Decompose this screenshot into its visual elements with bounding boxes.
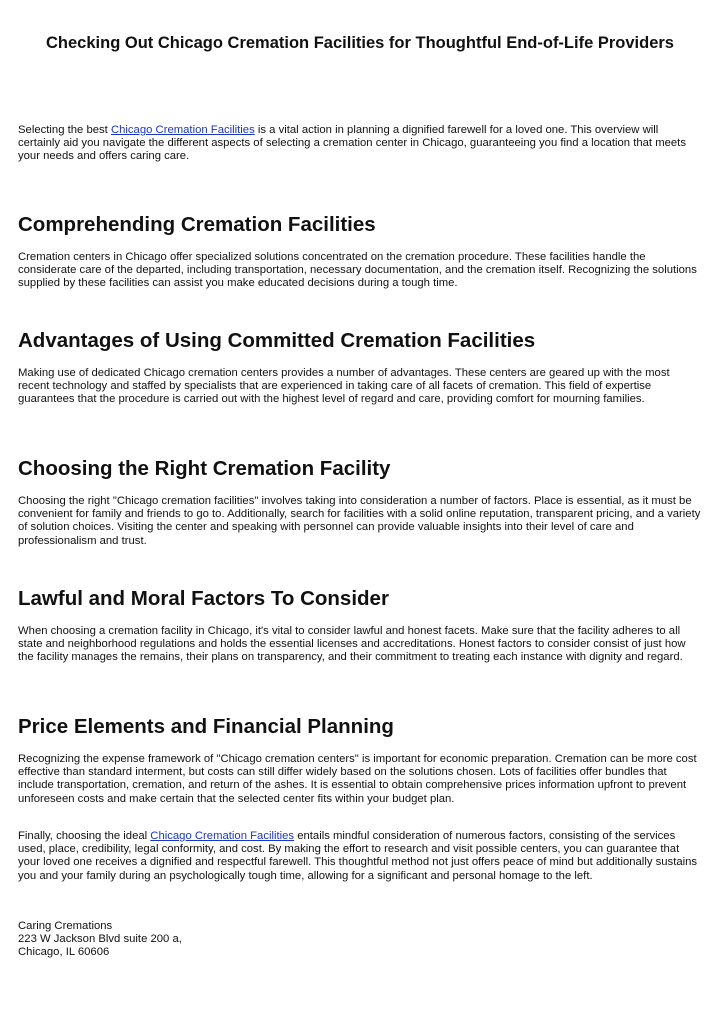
section-heading-lawful: Lawful and Moral Factors To Consider — [18, 587, 389, 610]
conclusion-text-before: Finally, choosing the ideal — [18, 830, 151, 842]
section-heading-comprehending: Comprehending Cremation Facilities — [18, 213, 376, 236]
address-street: 223 W Jackson Blvd suite 200 a, — [18, 933, 182, 946]
section-heading-price: Price Elements and Financial Planning — [18, 715, 394, 738]
conclusion-text-after: entails mindful consideration of numerous factors, consisting of the services used, place, credibility, legal conformity, and cost. By making the effort to research and visit possible centers, you can guarantee that your loved one receives a dignified and respectful farewell. This thoughtful method not just offers peace of mind but additionally sustains you and your family during an psychologically tough time, allowing for a significant and personal homage to the left. — [18, 830, 698, 882]
section-body-comprehending: Cremation centers in Chicago offer specialized solutions concentrated on the cremation procedure. These facilities handle the considerate care of the departed, including transportation, necessary documentation, and the cremation itself. Recognizing the solutions supplied by these facilities can assist you make educated decisions during a tough time. — [18, 251, 697, 290]
chicago-cremation-facilities-link[interactable]: Chicago Cremation Facilities — [110, 124, 255, 136]
section-body-price: Recognizing the expense framework of "Chicago cremation centers" is important for economic preparation. Cremation can be more cost effective than standard interment, but costs can still differ widely based on the solutions chosen. Lots of facilities offer bundles that include transportation, cremation, and return of the ashes. It is essential to obtain comprehensive prices information upfront to prevent unforeseen costs and make certain that the selected center fits within your budget plan. — [18, 753, 697, 805]
section-body-lawful: When choosing a cremation facility in Chicago, it's vital to consider lawful and honest facets. Make sure that the facility adheres to all state and neighborhood regulations and holds the essential licenses and accreditations. Honest factors to consider consist of just how the facility manages the remains, their plans on transparency, and their commitment to treating each instance with dignity and regard. — [18, 625, 686, 664]
section-heading-choosing: Choosing the Right Cremation Facility — [18, 457, 391, 480]
intro-text-before: Selecting the best — [18, 124, 111, 136]
section-body-choosing: Choosing the right "Chicago cremation facilities" involves taking into consideration a number of factors. Place is essential, as it must be convenient for family and friends to go to. Additionally, search for facilities with a solid online reputation, transparent pricing, and a variety of solution choices. Visiting the center and speaking with personnel can provide valuable insights into their level of care and professionalism and trust. — [18, 495, 701, 547]
address-name: Caring Cremations — [18, 920, 113, 932]
intro-text-after: is a vital action in planning a dignified farewell for a loved one. This overview will certainly aid you navigate the different aspects of selecting a cremation center in Chicago, guaranteeing you find a location that meets your needs and offers caring care. — [18, 124, 686, 163]
conclusion-paragraph — [18, 830, 702, 883]
page-title: Checking Out Chicago Cremation Facilities for Thoughtful End-of-Life Providers — [46, 34, 674, 52]
address-block — [18, 920, 702, 960]
chicago-cremation-facilities-link-2[interactable]: Chicago Cremation Facilities — [150, 830, 295, 842]
address-city: Chicago, IL 60606 — [18, 946, 110, 959]
section-heading-advantages: Advantages of Using Committed Cremation Facilities — [18, 329, 536, 352]
intro-paragraph — [18, 124, 702, 164]
section-body-advantages: Making use of dedicated Chicago cremation centers provides a number of advantages. These centers are geared up with the most recent technology and staffed by specialists that are experienced in taking care of all facets of cremation. This field of expertise guarantees that the procedure is carried out with the highest level of regard and care, providing comfort for mourning families. — [18, 367, 670, 406]
